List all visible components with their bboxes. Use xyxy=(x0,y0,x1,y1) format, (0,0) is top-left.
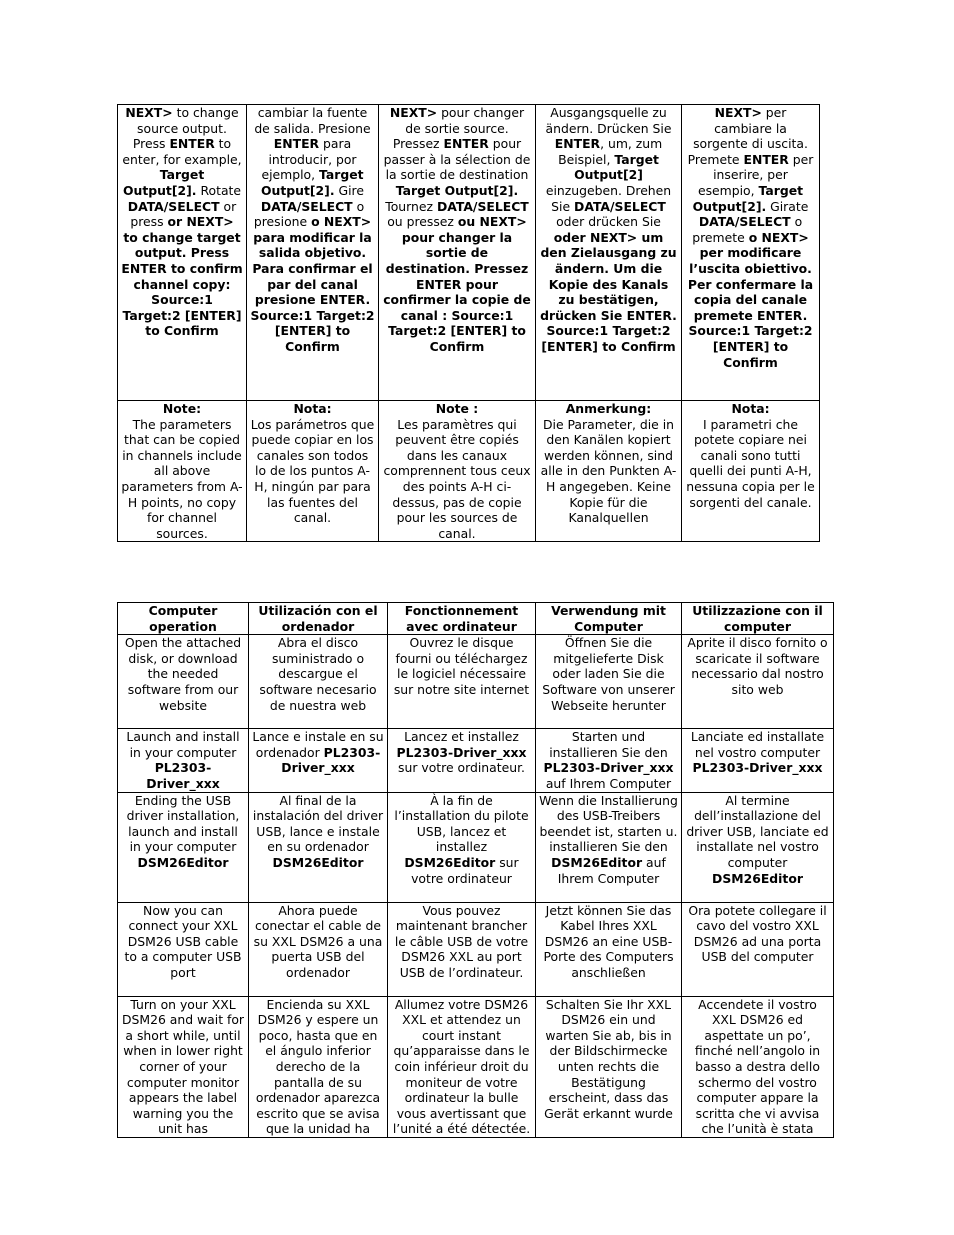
header-es: Utilización con el ordenador xyxy=(249,603,388,635)
cell-de: Öffnen Sie die mitgelieferte Disk oder laden Sie die Software von unserer Webseite herunter xyxy=(536,635,682,729)
header-it: Utilizzazione con il computer xyxy=(682,603,834,635)
cell-de: Schalten Sie Ihr XXL DSM26 ein und warten Sie ab, bis in der Bildschirmecke unten rechts die Bestätigung erscheint, dass das Gerät erkannt wurde xyxy=(536,996,682,1137)
cell-es: cambiar la fuente de salida. Presione ENTER para introducir, por ejemplo, Target Output[2]. Gire DATA/SELECT o presione o NEXT> para modificar la salida objetivo. Para confirmar el par del canal presione ENTER. Source:1 Target:2 [ENTER] to Confirm xyxy=(247,105,379,401)
cell-it: Al termine dell’installazione del driver USB, lanciate ed installate nel vostro computer DSM26Editor xyxy=(682,792,834,902)
computer-operation-table xyxy=(117,602,834,1138)
note-en: Note: The parameters that can be copied in channels include all above parameters from A-H points, no copy for channel sources. xyxy=(118,401,247,542)
cell-it: Lanciate ed installate nel vostro computer PL2303-Driver_xxx xyxy=(682,729,834,792)
cell-it: Aprite il disco fornito o scaricate il software necessario dal nostro sito web xyxy=(682,635,834,729)
cell-de: Jetzt können Sie das Kabel Ihres XXL DSM26 an eine USB-Porte des Computers anschließen xyxy=(536,902,682,996)
cell-es: Lance e instale en su ordenador PL2303-Driver_xxx xyxy=(249,729,388,792)
cell-fr: NEXT> pour changer de sortie source. Pressez ENTER pour passer à la sélection de la sortie de destination Target Output[2]. Tournez DATA/SELECT ou pressez ou NEXT> pour changer la sortie de destination. Pressez ENTER pour confirmer la copie de canal : Source:1 Target:2 [ENTER] to Confirm xyxy=(379,105,536,401)
channel-copy-table xyxy=(117,104,820,542)
cell-fr: Vous pouvez maintenant brancher le câble USB de votre DSM26 XXL au port USB de l’ordinateur. xyxy=(388,902,536,996)
cell-es: Abra el disco suministrado o descargue el software necesario de nuestra web xyxy=(249,635,388,729)
cell-it: NEXT> per cambiare la sorgente di uscita. Premete ENTER per inserire, per esempio, Target Output[2]. Girate DATA/SELECT o premete o NEXT> per modificare l’uscita obiettivo. Per confermare la copia del canale premete ENTER. Source:1 Target:2 [ENTER] to Confirm xyxy=(682,105,820,401)
table-row xyxy=(118,792,834,902)
table-header-row xyxy=(118,603,834,635)
cell-en: Turn on your XXL DSM26 and wait for a short while, until when in lower right corner of your computer monitor appears the label warning you the unit has xyxy=(118,996,249,1137)
cell-es: Encienda su XXL DSM26 y espere un poco, hasta que en el ángulo inferior derecho de la pantalla de su ordenador aparezca escrito que se avisa que la unidad ha xyxy=(249,996,388,1137)
note-de: Anmerkung: Die Parameter, die in den Kanälen kopiert werden können, sind alle in den Punkten A-H angegeben. Keine Kopie für die Kanalquellen xyxy=(536,401,682,542)
table-row xyxy=(118,902,834,996)
cell-fr: Lancez et installez PL2303-Driver_xxx sur votre ordinateur. xyxy=(388,729,536,792)
cell-en: NEXT> to change source output. Press ENTER to enter, for example, Target Output[2]. Rotate DATA/SELECT or press or NEXT> to change target output. Press ENTER to confirm channel copy: Source:1 Target:2 [ENTER] to Confirm xyxy=(118,105,247,401)
cell-it: Accendete il vostro XXL DSM26 ed aspettate un po’, finché nell’angolo in basso a destra dello schermo del vostro computer appare la scritta che vi avvisa che l’unità è stata xyxy=(682,996,834,1137)
header-en: Computer operation xyxy=(118,603,249,635)
note-it: Nota: I parametri che potete copiare nei canali sono tutti quelli dei punti A-H, nessuna copia per le sorgenti del canale. xyxy=(682,401,820,542)
cell-en: Ending the USB driver installation, launch and install in your computer DSM26Editor xyxy=(118,792,249,902)
cell-fr: Ouvrez le disque fourni ou téléchargez le logiciel nécessaire sur notre site internet xyxy=(388,635,536,729)
cell-es: Ahora puede conectar el cable de su XXL DSM26 a una puerta USB del ordenador xyxy=(249,902,388,996)
cell-fr: À la fin de l’installation du pilote USB, lancez et installez DSM26Editor sur votre ordinateur xyxy=(388,792,536,902)
table-row xyxy=(118,635,834,729)
cell-it: Ora potete collegare il cavo del vostro XXL DSM26 ad una porta USB del computer xyxy=(682,902,834,996)
note-es: Nota: Los parámetros que puede copiar en los canales son todos lo de los puntos A-H, ningún par para las fuentes del canal. xyxy=(247,401,379,542)
table-row xyxy=(118,729,834,792)
table-row xyxy=(118,105,820,401)
cell-de: Wenn die Installierung des USB-Treibers beendet ist, starten u. installieren Sie den DSM26Editor auf Ihrem Computer xyxy=(536,792,682,902)
cell-fr: Allumez votre DSM26 XXL et attendez un court instant qu’apparaisse dans le coin inférieur droit du moniteur de votre ordinateur la bulle vous avertissant que l’unité a été détectée. xyxy=(388,996,536,1137)
cell-en: Launch and install in your computer PL2303-Driver_xxx xyxy=(118,729,249,792)
note-fr: Note : Les paramètres qui peuvent être copiés dans les canaux comprennent tous ceux des points A-H ci-dessus, pas de copie pour les sources de canal. xyxy=(379,401,536,542)
header-de: Verwendung mit Computer xyxy=(536,603,682,635)
cell-en: Open the attached disk, or download the needed software from our website xyxy=(118,635,249,729)
cell-de: Starten und installieren Sie den PL2303-Driver_xxx auf Ihrem Computer xyxy=(536,729,682,792)
cell-es: Al final de la instalación del driver USB, lance e instale en su ordenador DSM26Editor xyxy=(249,792,388,902)
table-row xyxy=(118,401,820,542)
header-fr: Fonctionnement avec ordinateur xyxy=(388,603,536,635)
cell-de: Ausgangsquelle zu ändern. Drücken Sie ENTER, um, zum Beispiel, Target Output[2] einzugeben. Drehen Sie DATA/SELECT oder drücken Sie oder NEXT> um den Zielausgang zu ändern. Um die Kopie des Kanals zu bestätigen, drücken Sie ENTER. Source:1 Target:2 [ENTER] to Confirm xyxy=(536,105,682,401)
table-row xyxy=(118,996,834,1137)
cell-en: Now you can connect your XXL DSM26 USB cable to a computer USB port xyxy=(118,902,249,996)
